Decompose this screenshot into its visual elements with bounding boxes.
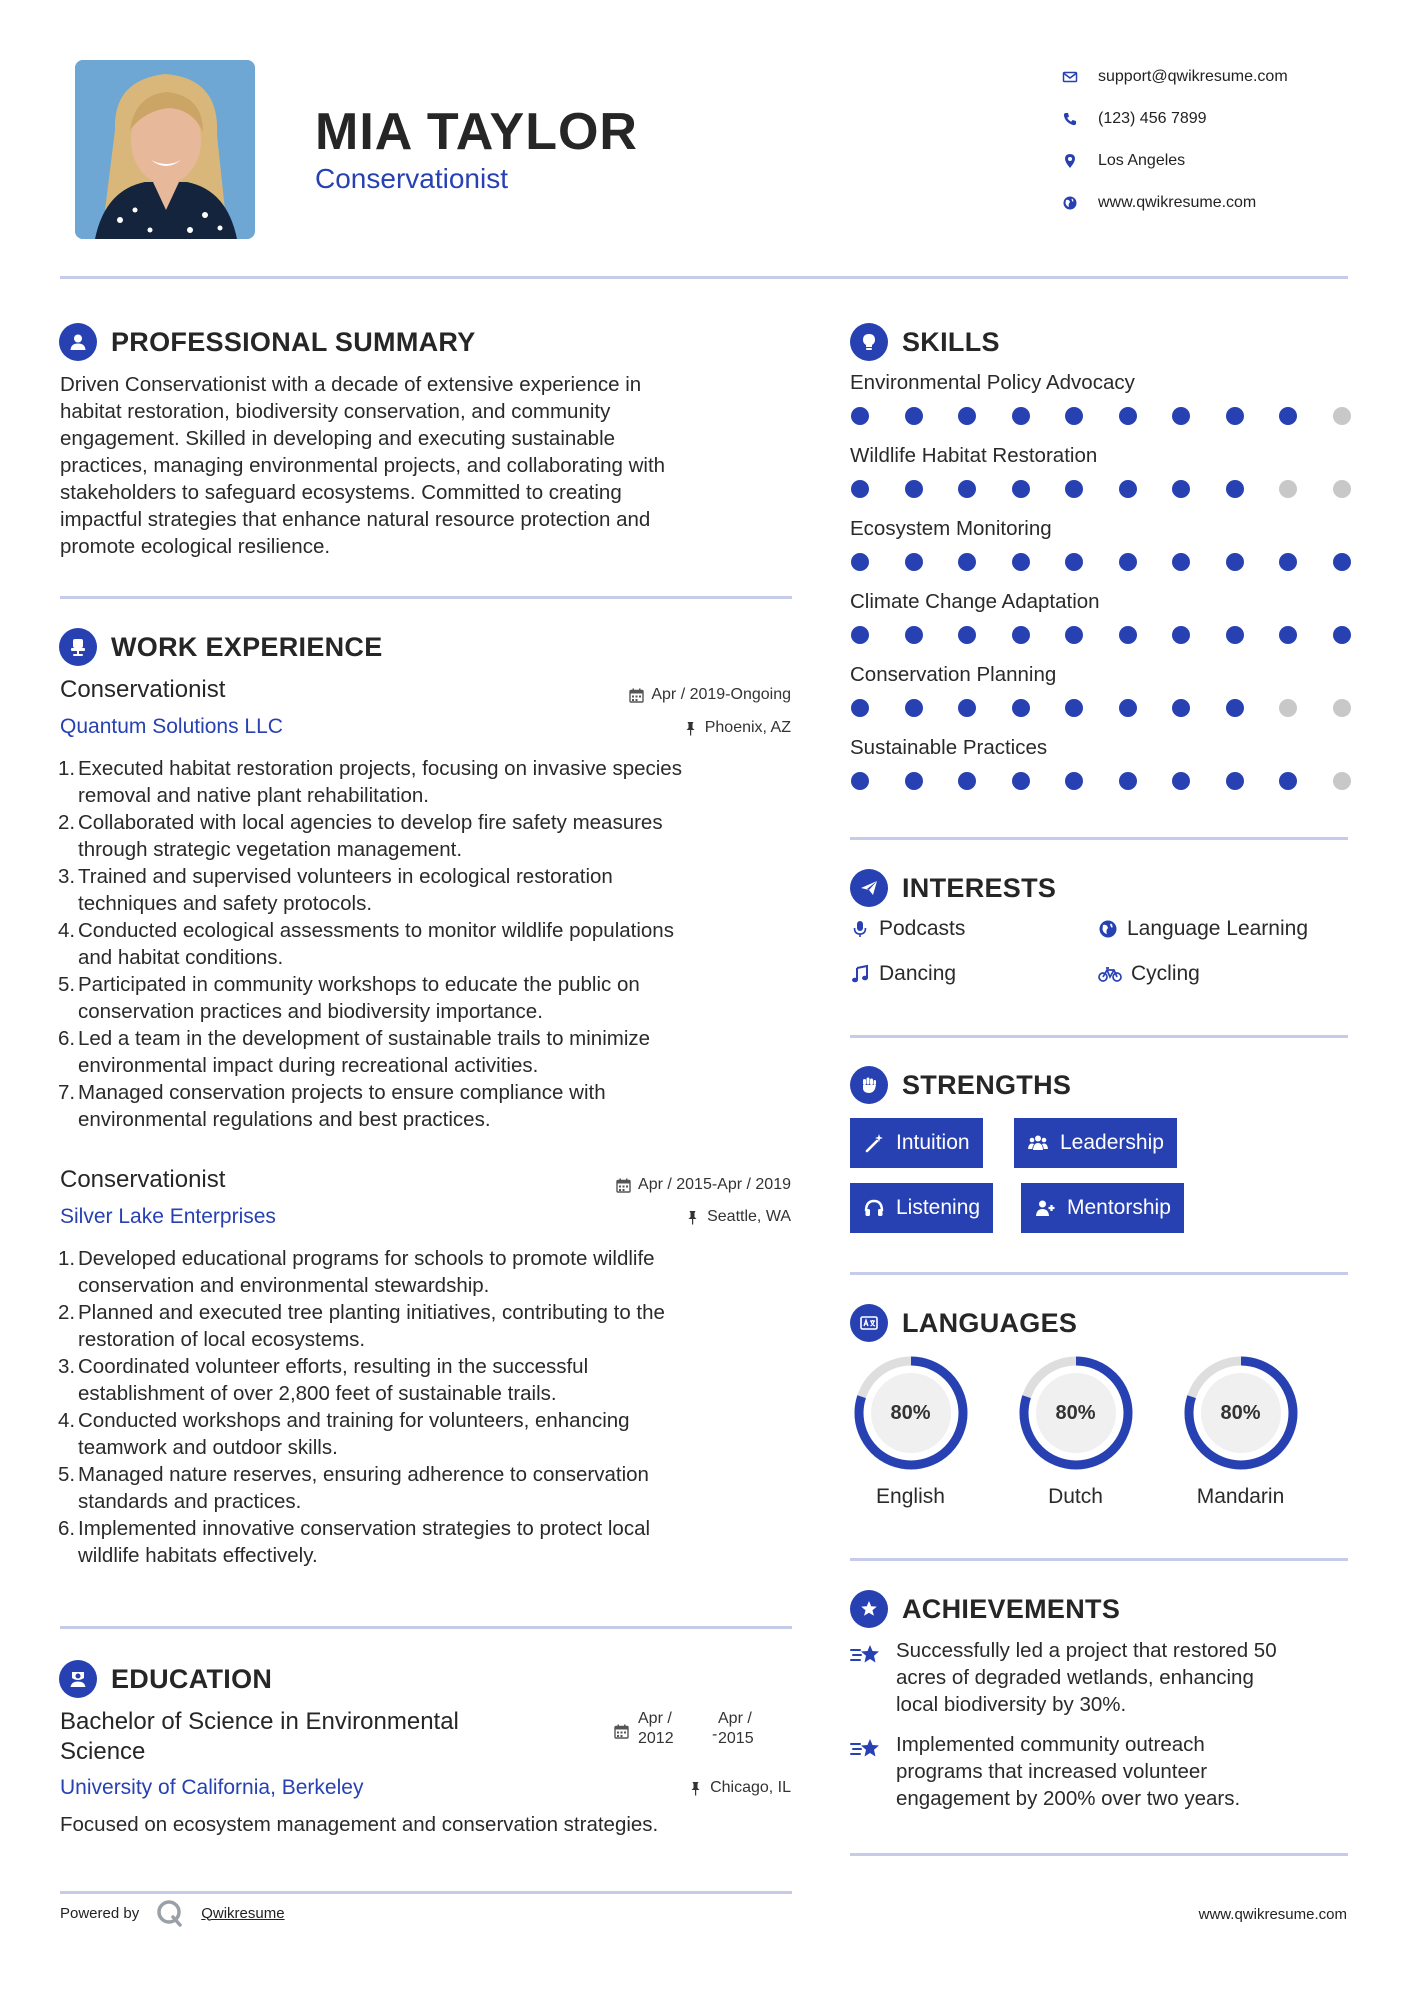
rating-dot-filled [958, 626, 976, 644]
strength-label: Intuition [896, 1131, 970, 1154]
job-duties-list [60, 1245, 800, 1569]
language-name: English [876, 1485, 945, 1508]
rating-dot-filled [1012, 553, 1030, 571]
list-item: Executed habitat restoration projects, focusing on invasive species removal and native plant rehabilitation. [78, 757, 682, 807]
languages-heading [850, 1304, 1077, 1342]
calendar-icon [616, 1178, 631, 1193]
skill-rating [851, 407, 1351, 425]
shooting-star-icon [850, 1641, 884, 1671]
edu-date-end-1: Apr / [718, 1710, 752, 1727]
job-title: Conservationist [60, 676, 226, 703]
list-item: Led a team in the development of sustainable trails to minimize environmental impact during recreational activities. [78, 1027, 651, 1077]
language-icon [850, 1304, 888, 1342]
interest-item [850, 917, 965, 941]
summary-line: engagement. Skilled in developing and executing sustainable [60, 427, 616, 450]
rating-dot-filled [958, 553, 976, 571]
interest-item [1098, 917, 1308, 941]
language-item [1013, 1353, 1138, 1509]
contact-phone-text: (123) 456 7899 [1098, 110, 1207, 127]
rating-dot-filled [1279, 407, 1297, 425]
summary-line: habitat restoration, biodiversity conservation, and community [60, 400, 611, 423]
job-location-text: Phoenix, AZ [704, 719, 791, 736]
job-duties-list [60, 755, 800, 1133]
rating-dot-filled [1065, 553, 1083, 571]
edu-date-end-2: 2015 [718, 1730, 754, 1747]
globe-icon [1050, 195, 1090, 211]
rating-dot-filled [1172, 626, 1190, 644]
powered-by-label: Powered by [60, 1904, 140, 1922]
rating-dot-filled [1226, 480, 1244, 498]
rating-dot-filled [958, 407, 976, 425]
fist-icon [850, 1066, 888, 1104]
skill-name: Conservation Planning [850, 663, 1057, 686]
user-plus-icon [1034, 1197, 1056, 1219]
map-marker-icon [1050, 153, 1090, 169]
candidate-name: MIA TAYLOR [315, 103, 638, 161]
list-item: Managed nature reserves, ensuring adherence to conservation standards and practices. [78, 1463, 649, 1513]
company-name: Quantum Solutions LLC [60, 715, 283, 738]
star-badge-icon [850, 1590, 888, 1628]
rating-dot-filled [1172, 407, 1190, 425]
rating-dot-filled [851, 480, 869, 498]
achievements-divider [850, 1853, 1348, 1856]
rating-dot-filled [1279, 626, 1297, 644]
skills-divider [850, 837, 1348, 840]
summary-title: PROFESSIONAL SUMMARY [111, 326, 476, 357]
footer-powered-by [60, 1898, 285, 1928]
contact-website-text: www.qwikresume.com [1098, 194, 1257, 211]
list-item: Developed educational programs for schools to promote wildlife conservation and environmental stewardship. [78, 1247, 655, 1297]
rating-dot-filled [905, 772, 923, 790]
list-item: Managed conservation projects to ensure compliance with environmental regulations and best practices. [78, 1081, 606, 1131]
rating-dot-filled [1226, 772, 1244, 790]
strengths-heading [850, 1066, 1071, 1104]
rating-dot-empty [1333, 480, 1351, 498]
contact-website[interactable] [1050, 182, 1380, 224]
list-item: Collaborated with local agencies to develop fire safety measures through strategic vegetation management. [78, 811, 663, 861]
school-name: University of California, Berkeley [60, 1776, 364, 1799]
rating-dot-filled [1172, 553, 1190, 571]
rating-dot-filled [1279, 772, 1297, 790]
strength-chip [850, 1183, 993, 1233]
job-title: Conservationist [60, 1166, 226, 1193]
interest-item [1098, 962, 1200, 986]
contact-location-text: Los Angeles [1098, 152, 1186, 169]
rating-dot-filled [1012, 480, 1030, 498]
brand-link[interactable]: Qwikresume [201, 1904, 285, 1922]
rating-dot-filled [1012, 407, 1030, 425]
skill-rating [851, 626, 1351, 644]
contact-email-text: support@qwikresume.com [1098, 68, 1288, 85]
list-item: Conducted workshops and training for volunteers, enhancing teamwork and outdoor skills. [78, 1409, 630, 1459]
languages-divider [850, 1558, 1348, 1561]
experience-divider [60, 1626, 792, 1629]
paper-plane-icon [850, 869, 888, 907]
rating-dot-filled [1333, 553, 1351, 571]
rating-dot-filled [1119, 626, 1137, 644]
degree-title [60, 1707, 580, 1767]
profile-photo [75, 60, 255, 239]
envelope-icon [1050, 69, 1090, 85]
phone-icon [1050, 111, 1090, 127]
experience-heading [59, 628, 383, 666]
rating-dot-filled [1065, 407, 1083, 425]
interest-label: Dancing [879, 962, 957, 985]
rating-dot-filled [905, 626, 923, 644]
user-icon [59, 323, 97, 361]
skills-heading [850, 323, 1000, 361]
language-name: Dutch [1048, 1485, 1103, 1508]
language-item [1178, 1353, 1303, 1509]
education-title: EDUCATION [111, 1663, 273, 1694]
language-progress-ring [1181, 1353, 1301, 1473]
strengths-title: STRENGTHS [902, 1069, 1072, 1100]
rating-dot-filled [958, 699, 976, 717]
skill-rating [851, 772, 1351, 790]
language-progress-ring [851, 1353, 971, 1473]
rating-dot-filled [851, 553, 869, 571]
skill-name: Wildlife Habitat Restoration [850, 444, 1098, 467]
rating-dot-filled [1226, 407, 1244, 425]
language-percent: 80% [1055, 1401, 1096, 1424]
strength-label: Mentorship [1067, 1196, 1171, 1219]
rating-dot-filled [1065, 480, 1083, 498]
languages-title: LANGUAGES [902, 1307, 1078, 1338]
rating-dot-filled [905, 553, 923, 571]
education-location-text: Chicago, IL [710, 1779, 791, 1796]
summary-line: Driven Conservationist with a decade of extensive experience in [60, 373, 642, 396]
rating-dot-filled [1226, 626, 1244, 644]
list-item: Implemented innovative conservation strategies to protect local wildlife habitats effectively. [78, 1517, 651, 1567]
skill-name: Ecosystem Monitoring [850, 517, 1052, 540]
strength-label: Leadership [1060, 1131, 1164, 1154]
briefcase-chair-icon [59, 628, 97, 666]
contact-location [1050, 140, 1380, 182]
candidate-title: Conservationist [315, 163, 508, 194]
rating-dot-filled [1333, 626, 1351, 644]
language-percent: 80% [1220, 1401, 1261, 1424]
rating-dot-empty [1333, 772, 1351, 790]
rating-dot-filled [1012, 772, 1030, 790]
achievement-item [850, 1637, 1340, 1718]
rating-dot-filled [1119, 699, 1137, 717]
rating-dot-filled [1065, 699, 1083, 717]
skill-name: Sustainable Practices [850, 736, 1048, 759]
language-name: Mandarin [1196, 1485, 1285, 1508]
contact-phone[interactable] [1050, 98, 1380, 140]
rating-dot-filled [958, 480, 976, 498]
rating-dot-filled [851, 626, 869, 644]
list-item: Coordinated volunteer efforts, resulting in the successful establishment of over 2,800 feet of sustainable trails. [78, 1355, 589, 1405]
rating-dot-filled [1226, 553, 1244, 571]
users-icon [1027, 1132, 1049, 1154]
skill-rating [851, 699, 1351, 717]
language-percent: 80% [890, 1401, 931, 1424]
qwikresume-logo-icon [155, 1898, 185, 1928]
rating-dot-filled [1065, 772, 1083, 790]
summary-line: stakeholders to safeguard ecosystems. Committed to creating [60, 481, 622, 504]
rating-dot-filled [851, 699, 869, 717]
skill-rating [851, 553, 1351, 571]
rating-dot-filled [1172, 772, 1190, 790]
language-progress-ring [1016, 1353, 1136, 1473]
interests-title: INTERESTS [902, 872, 1057, 903]
interest-label: Cycling [1131, 962, 1200, 985]
pushpin-icon [685, 1210, 700, 1225]
pushpin-icon [688, 1781, 703, 1796]
resume-header [0, 0, 1407, 280]
job-dates [500, 1176, 791, 1194]
portrait-image [75, 60, 255, 239]
rating-dot-empty [1333, 699, 1351, 717]
strength-chip [1014, 1118, 1177, 1168]
list-item: Trained and supervised volunteers in ecological restoration techniques and safety protocols. [78, 865, 613, 915]
summary-line: practices, managing environmental projects, and collaborating with [60, 454, 666, 477]
shooting-star-icon [850, 1735, 884, 1765]
rating-dot-empty [1279, 480, 1297, 498]
rating-dot-filled [1279, 553, 1297, 571]
rating-dot-filled [1172, 480, 1190, 498]
calendar-icon [629, 688, 644, 703]
rating-dot-filled [1119, 772, 1137, 790]
rating-dot-empty [1279, 699, 1297, 717]
calendar-icon [614, 1724, 629, 1739]
pushpin-icon [683, 721, 698, 736]
strength-label: Listening [896, 1196, 981, 1219]
education-location [500, 1779, 791, 1797]
edu-date-sep: - [712, 1726, 718, 1743]
footer-website[interactable]: www.qwikresume.com [1198, 1906, 1347, 1923]
achievement-item [850, 1731, 1340, 1812]
edu-date-start-1: Apr / [638, 1710, 672, 1727]
job-location [500, 719, 791, 737]
list-item: Planned and executed tree planting initiatives, contributing to the restoration of local ecosystems. [78, 1301, 665, 1351]
rating-dot-filled [1012, 626, 1030, 644]
interest-label: Podcasts [879, 917, 966, 940]
strength-chip [1021, 1183, 1184, 1233]
microphone-icon [850, 919, 870, 939]
rating-dot-filled [851, 407, 869, 425]
magic-wand-icon [863, 1132, 885, 1154]
education-description: Focused on ecosystem management and conservation strategies. [60, 1813, 659, 1836]
job-location-text: Seattle, WA [707, 1208, 791, 1225]
rating-dot-filled [958, 772, 976, 790]
headphones-icon [863, 1197, 885, 1219]
education-divider [60, 1891, 792, 1894]
header-divider [60, 276, 1348, 279]
job-location [500, 1208, 791, 1226]
education-dates [612, 1710, 792, 1754]
rating-dot-filled [905, 480, 923, 498]
rating-dot-filled [905, 699, 923, 717]
achievements-title: ACHIEVEMENTS [902, 1593, 1121, 1624]
rating-dot-filled [1065, 626, 1083, 644]
skill-name: Climate Change Adaptation [850, 590, 1100, 613]
rating-dot-filled [1226, 699, 1244, 717]
edu-date-start-2: 2012 [638, 1730, 674, 1747]
summary-line: impactful strategies that enhance natural resource protection and [60, 508, 651, 531]
list-item: Conducted ecological assessments to monitor wildlife populations and habitat conditions. [78, 919, 674, 969]
rating-dot-filled [1119, 553, 1137, 571]
contact-info [1050, 56, 1380, 224]
education-heading [59, 1660, 272, 1698]
skill-name: Environmental Policy Advocacy [850, 371, 1135, 394]
list-item: Participated in community workshops to educate the public on conservation practices and biodiversity importance. [78, 973, 640, 1023]
rating-dot-filled [1012, 699, 1030, 717]
skill-rating [851, 480, 1351, 498]
language-item [848, 1353, 973, 1509]
job-dates [500, 686, 791, 704]
rating-dot-filled [1119, 480, 1137, 498]
graduate-icon [59, 1660, 97, 1698]
lightbulb-icon [850, 323, 888, 361]
summary-line: promote ecological resilience. [60, 535, 331, 558]
achievement-text: Implemented community outreach programs that increased volunteer engagement by 200% over two years. [896, 1733, 1241, 1810]
interests-divider [850, 1035, 1348, 1038]
rating-dot-filled [905, 407, 923, 425]
rating-dot-empty [1333, 407, 1351, 425]
strength-chip [850, 1118, 983, 1168]
summary-text [60, 371, 800, 560]
interest-label: Language Learning [1127, 917, 1309, 940]
achievement-text: Successfully led a project that restored 50 acres of degraded wetlands, enhancing local biodiversity by 30%. [896, 1639, 1277, 1716]
achievements-heading [850, 1590, 1120, 1628]
strengths-divider [850, 1272, 1348, 1275]
rating-dot-filled [1172, 699, 1190, 717]
globe-icon [1098, 919, 1118, 939]
music-note-icon [850, 964, 870, 984]
summary-heading [59, 323, 476, 361]
job-dates-text: Apr / 2015-Apr / 2019 [638, 1176, 791, 1193]
degree-line: Science [60, 1738, 146, 1765]
contact-email[interactable] [1050, 56, 1380, 98]
summary-divider [60, 596, 792, 599]
job-dates-text: Apr / 2019-Ongoing [651, 686, 791, 703]
interests-heading [850, 869, 1056, 907]
interest-item [850, 962, 956, 986]
bicycle-icon [1098, 964, 1122, 984]
rating-dot-filled [851, 772, 869, 790]
company-name: Silver Lake Enterprises [60, 1205, 276, 1228]
rating-dot-filled [1119, 407, 1137, 425]
degree-line: Bachelor of Science in Environmental [60, 1708, 459, 1735]
experience-title: WORK EXPERIENCE [111, 631, 383, 662]
skills-title: SKILLS [902, 326, 1000, 357]
